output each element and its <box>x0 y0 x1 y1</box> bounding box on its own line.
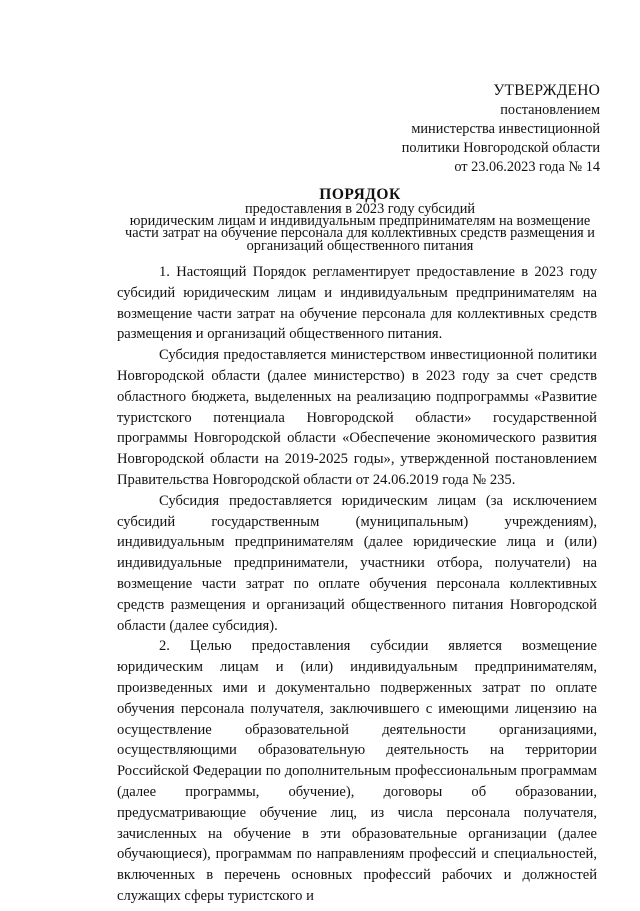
document-title-block <box>100 186 620 252</box>
approval-line: политики Новгородской области <box>401 140 600 156</box>
body-paragraph: Субсидия предоставляется министерством инвестиционной политики Новгородской области (далее министерство) в 2023 году за счет средств областного бюджета, выделенных на реализацию подпрограммы «Развитие туристского потенциала Новгородской области» государственной программы Новгородской области «Обеспечение экономического развития Новгородской области на 2019-2025 годы», утвержденной постановлением Правительства Новгородской области от 24.06.2019 года № 235. <box>117 347 597 488</box>
document-subtitle-line: организаций общественного питания <box>246 237 474 254</box>
body-paragraph: 1. Настоящий Порядок регламентирует предоставление в 2023 году субсидий юридическим лицам и индивидуальным предпринимателям на возмещение части затрат на обучение персонала для коллективных средств размещения и организаций общественного питания. <box>117 264 597 343</box>
approval-stamp <box>402 80 600 177</box>
approval-line: от 23.06.2023 года № 14 <box>454 159 600 175</box>
approval-line: постановлением <box>500 102 600 118</box>
document-body <box>117 262 597 907</box>
document-title: ПОРЯДОК <box>319 186 401 203</box>
approval-heading: УТВЕРЖДЕНО <box>493 82 600 99</box>
document-subtitle-line: юридическим лицам и индивидуальным предпринимателям на возмещение <box>129 213 591 230</box>
approval-line: министерства инвестиционной <box>411 121 600 137</box>
body-paragraph: 2. Целью предоставления субсидии является возмещение юридическим лицам и (или) индивидуальным предпринимателям, произведенных ими и документально подверженных затрат по оплате обучения персонала получателя, заключившего с имеющими лицензию на осуществление образовательной деятельности организациями, осуществляющими образовательную деятельность на территории Российской Федерации по дополнительным профессиональным программам (далее программы, обучение), договоры об образовании, предусматривающие обучение лиц, из числа персонала получателя, зачисленных на обучение в эти образовательные организации (далее обучающиеся), программам по направлениям профессий и специальностей, включенных в перечень основных профессий рабочих и должностей служащих сферы туристского и <box>117 638 597 904</box>
document-subtitle-line: части затрат на обучение персонала для коллективных средств размещения и <box>125 225 595 242</box>
body-paragraph: Субсидия предоставляется юридическим лицам (за исключением субсидий государственным (муниципальным) учреждениям), индивидуальным предпринимателям (далее юридические лица и (или) индивидуальные предприниматели, участники отбора, получатели) на возмещение части затрат по оплате обучения персонала коллективных средств размещения и организаций общественного питания Новгородской области (далее субсидия). <box>117 492 597 634</box>
document-subtitle-line: предоставления в 2023 году субсидий <box>244 201 476 217</box>
